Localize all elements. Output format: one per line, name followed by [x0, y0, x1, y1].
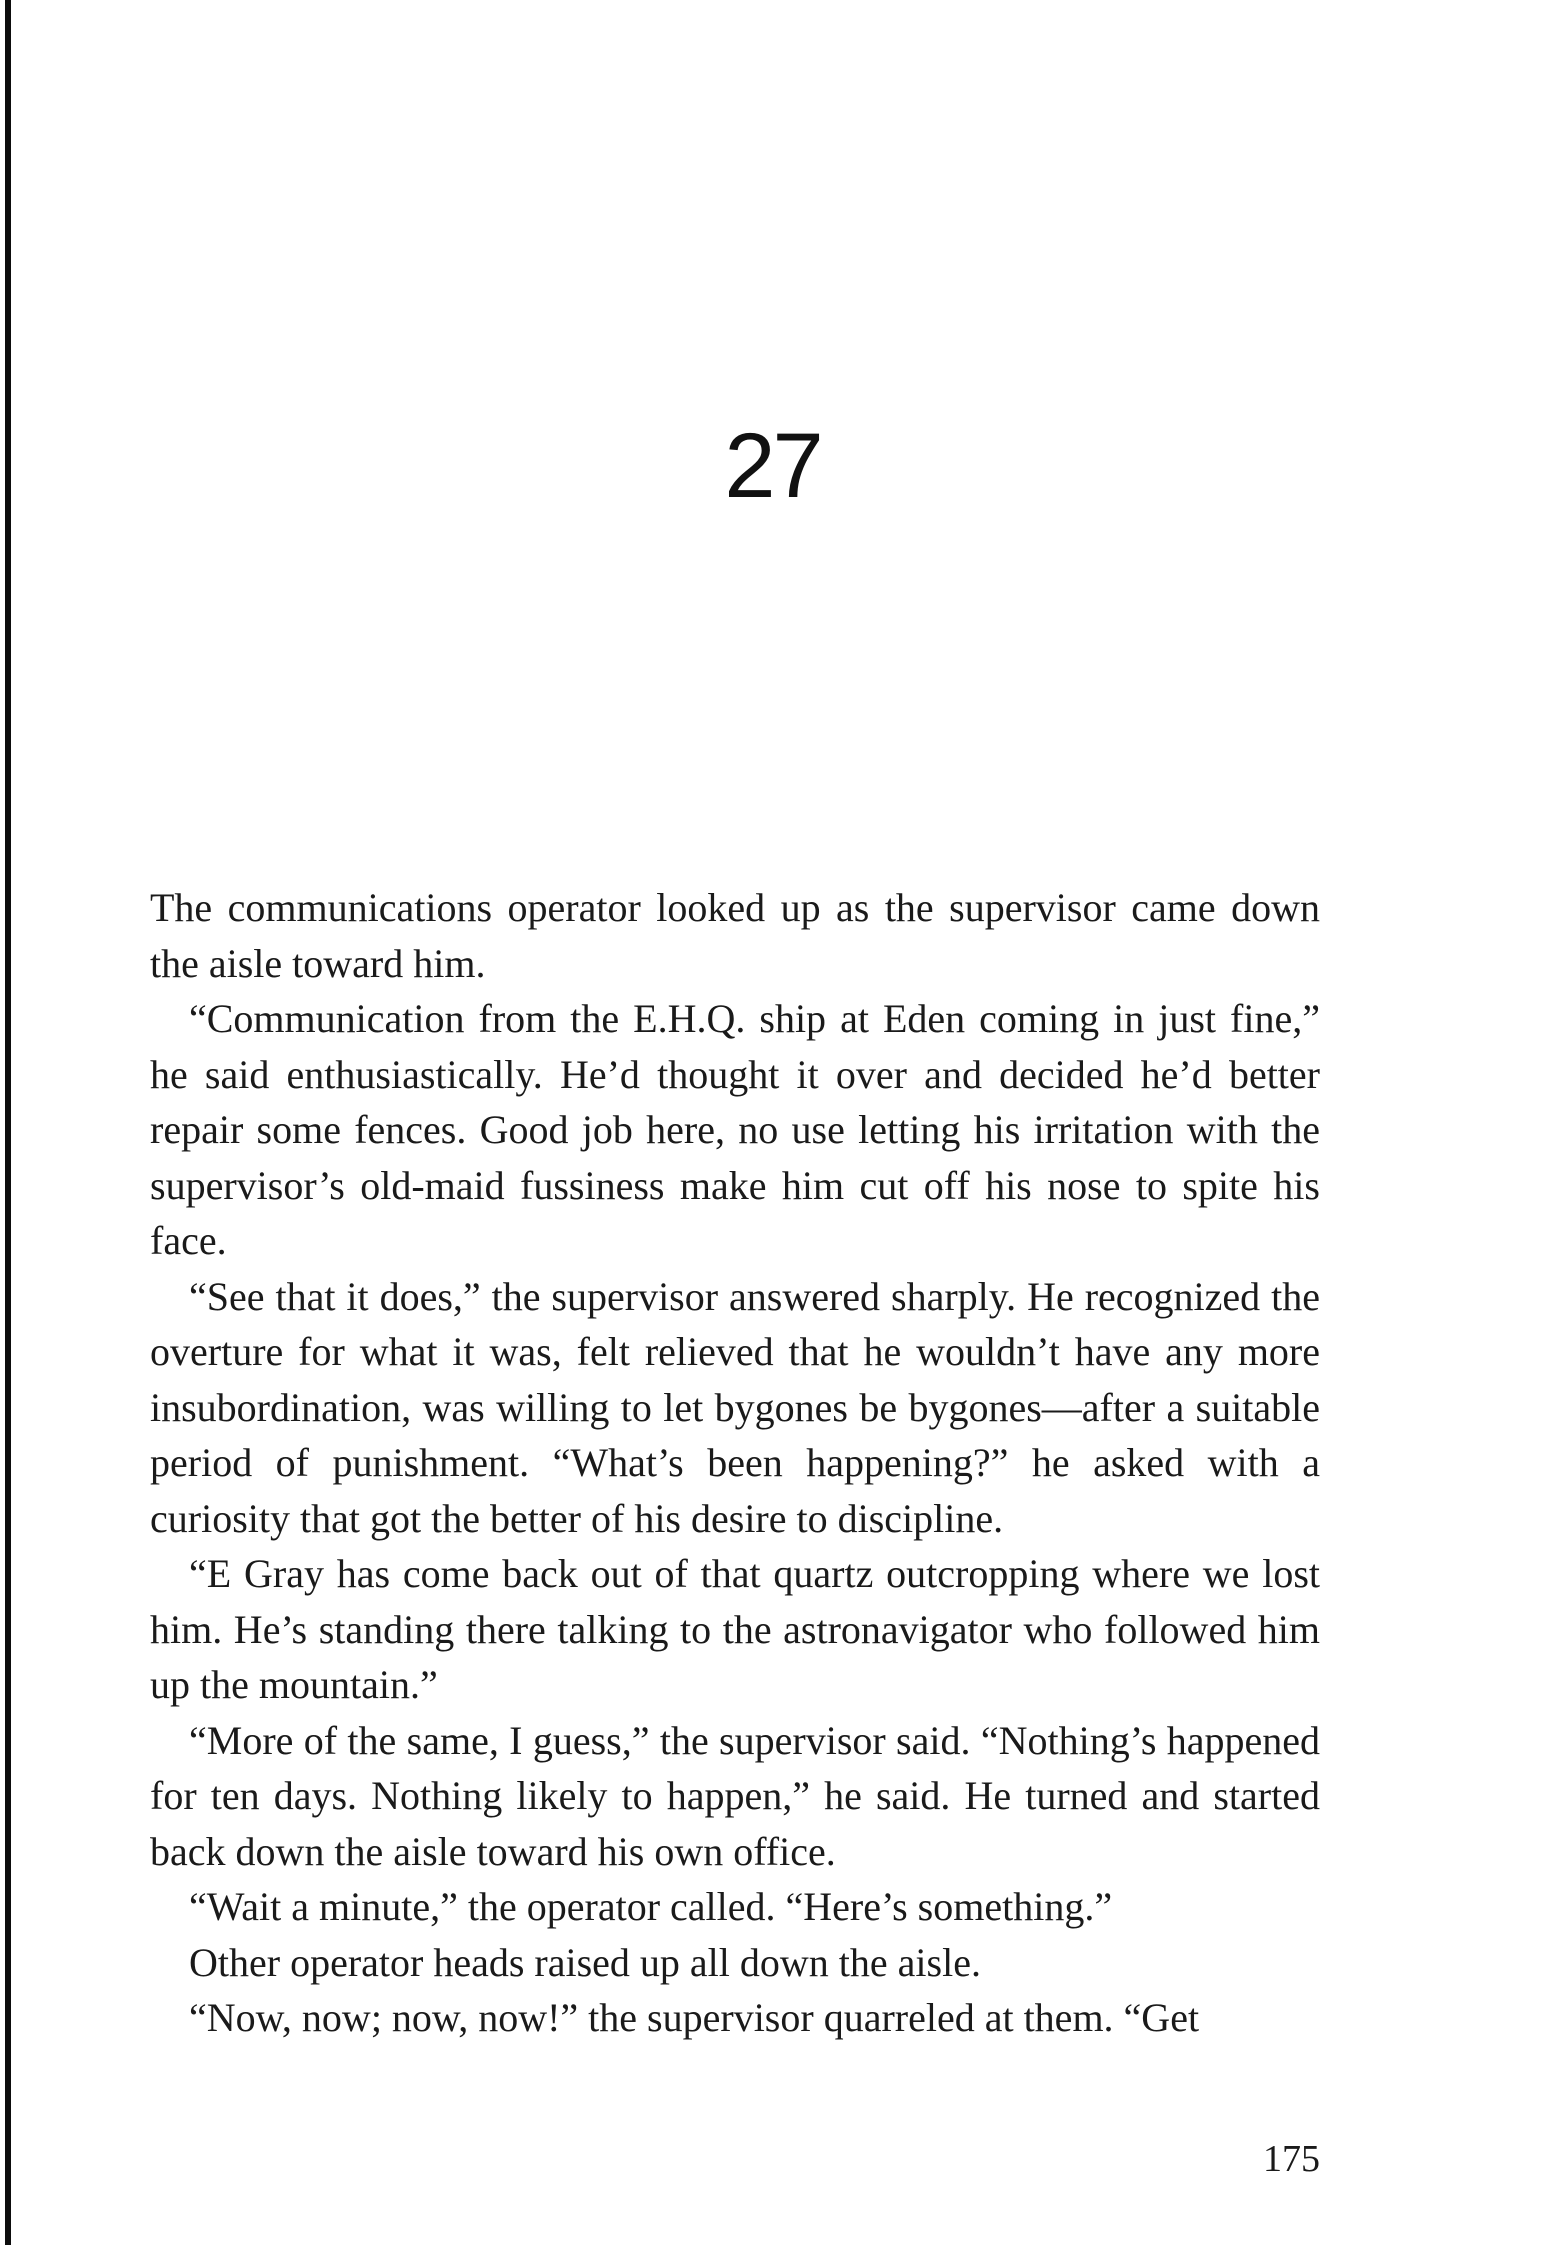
paragraph: “See that it does,” the supervisor answered sharply. He recognized the overture for what it was, felt relieved that he wouldn’t have any more insubordination, was willing to let bygones be bygones—after a suitable period of punishment. “What’s been happening?” he asked with a curiosity that got the better of his desire to discipline. — [150, 1273, 1320, 1541]
page-number: 175 — [1263, 2138, 1320, 2180]
paragraph: “E Gray has come back out of that quartz outcropping where we lost him. He’s standing there talking to the astronavigator who followed him up the mountain.” — [150, 1551, 1320, 1707]
paragraph: The communications operator looked up as the supervisor came down the aisle toward him. — [150, 885, 1320, 986]
paragraph: “Wait a minute,” the operator called. “Here’s something.” — [189, 1884, 1113, 1929]
paragraph: “Now, now; now, now!” the supervisor quarreled at them. “Get — [189, 1995, 1200, 2040]
paragraph: “Communication from the E.H.Q. ship at Eden coming in just fine,” he said enthusiastically. He’d thought it over and decided he’d better repair some fences. Good job here, no use letting his irritation with the supervisor’s old-maid fussiness make him cut off his nose to spite his face. — [150, 996, 1320, 1263]
chapter-number: 27 — [724, 415, 821, 517]
page-spine-edge — [5, 0, 11, 2245]
paragraph: “More of the same, I guess,” the supervisor said. “Nothing’s happened for ten days. Nothing likely to happen,” he said. He turned and started back down the aisle toward his own office. — [150, 1717, 1320, 1874]
body-text — [150, 880, 1320, 2046]
paragraph: Other operator heads raised up all down the aisle. — [189, 1939, 981, 1985]
